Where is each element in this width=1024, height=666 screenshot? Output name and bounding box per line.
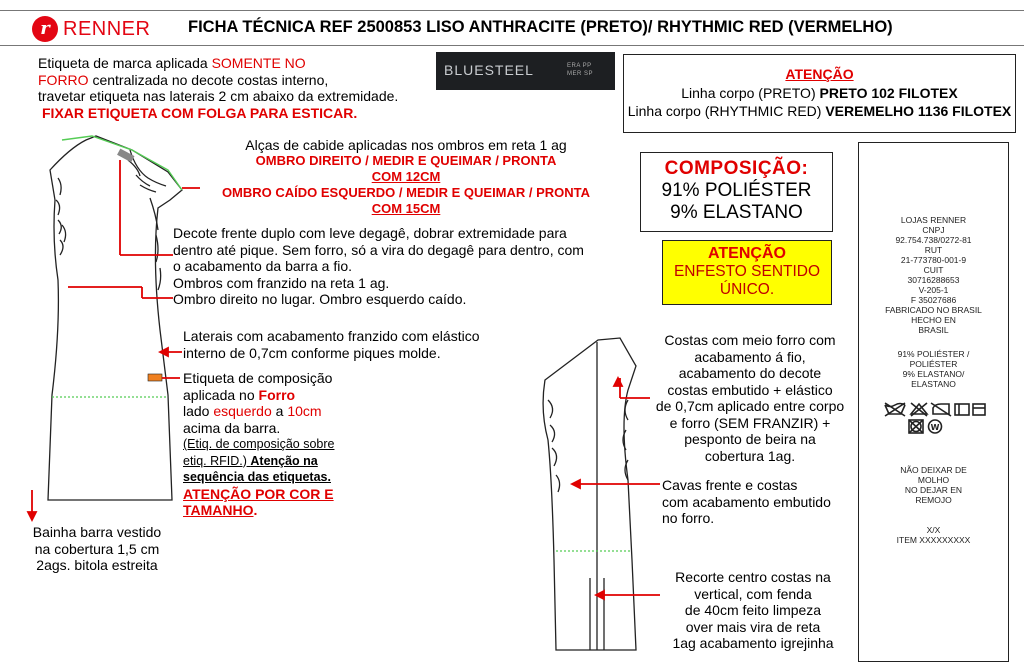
label-line: X/X	[926, 525, 941, 535]
note-highlight: Forro	[258, 386, 296, 403]
note-text: Laterais com acabamento franzido com elástico	[183, 328, 480, 344]
brand-label-text: BLUESTEEL	[444, 62, 534, 78]
composition-line: 91% POLIÉSTER	[661, 180, 812, 201]
note-highlight: 10cm	[287, 403, 322, 419]
note-text: Ombro direito no lugar. Ombro esquerdo caído.	[173, 291, 467, 307]
page-title: FICHA TÉCNICA REF 2500853 LISO ANTHRACITE (PRETO)/ RHYTHMIC RED (VERMELHO)	[188, 18, 893, 36]
label-line: F 35027686	[910, 295, 957, 305]
note-warning: COM 12CM	[371, 169, 441, 184]
label-line: FABRICADO NO BRASIL	[885, 305, 982, 315]
note-text: travetar etiqueta nas laterais 2 cm abaixo da extremidade.	[38, 88, 399, 104]
composition-line: 9% ELASTANO	[670, 202, 803, 223]
label-line: 92.754.738/0272-81	[895, 235, 972, 245]
label-line: CNPJ	[922, 225, 945, 235]
thread-line-value: PRETO 102 FILOTEX	[819, 85, 958, 101]
note-text: costas embutido + elástico	[667, 381, 833, 398]
note-text: over mais vira de reta	[685, 618, 821, 635]
note-text: 2ags. bitola estreita	[36, 557, 158, 573]
note-text: Etiqueta de composição	[183, 370, 333, 386]
note-text: (Etiq. de composição sobre	[183, 437, 335, 451]
note-warning: Atenção na	[250, 453, 318, 468]
spreading-line: ÚNICO.	[719, 281, 775, 298]
note-highlight: FORRO	[38, 71, 89, 88]
label-line: ELASTANO	[911, 379, 956, 389]
note-highlight: SOMENTE NO	[211, 55, 306, 71]
label-line: RUT	[924, 245, 943, 255]
note-warning: .	[253, 502, 258, 518]
attention-title: ATENÇÃO	[785, 66, 854, 82]
note-text: centralizada no decote costas interno,	[88, 71, 329, 88]
note-text: a	[271, 403, 288, 419]
label-line: ITEM XXXXXXXXX	[896, 535, 971, 545]
note-text: de 40cm feito limpeza	[684, 602, 822, 618]
note-text: Bainha barra vestido	[32, 524, 162, 540]
note-text: com acabamento embutido	[662, 493, 831, 510]
label-line: NÃO DEIXAR DE	[900, 465, 967, 475]
note-text: cobertura 1ag.	[704, 447, 796, 464]
note-text: Decote frente duplo com leve degagê, dobrar extremidade para	[173, 225, 567, 241]
note-warning: OMBRO DIREITO / MEDIR E QUEIMAR / PRONTA	[255, 153, 557, 168]
label-line: MOLHO	[917, 475, 950, 485]
note-text: de 0,7cm aplicado entre corpo	[655, 398, 845, 414]
label-line: CUIT	[923, 265, 944, 275]
brand-label-small-1: ERA PP	[567, 63, 592, 69]
note-text: acabamento do decote	[678, 365, 822, 381]
composition-title: COMPOSIÇÃO:	[664, 158, 809, 179]
label-line: NO DEJAR EN	[904, 485, 963, 495]
note-text: acabamento á fio,	[694, 348, 806, 365]
note-warning: TAMANHO	[183, 502, 254, 518]
note-text: 1ag acabamento igrejinha	[672, 635, 834, 651]
thread-line-value: VEREMELHO 1136 FILOTEX	[825, 103, 1012, 119]
attention-title: ATENÇÃO	[708, 245, 786, 262]
label-line: LOJAS RENNER	[900, 215, 967, 225]
label-line: V-205-1	[918, 285, 949, 295]
note-text: Costas com meio forro com	[664, 332, 836, 348]
note-text: Cavas frente e costas	[662, 477, 798, 493]
label-line: POLIÉSTER	[909, 359, 958, 369]
note-text: Etiqueta de marca aplicada	[38, 55, 212, 71]
note-text: dentro até pique. Sem forro, só a vira do degagê para dentro, com	[173, 241, 584, 258]
note-text: Ombros com franzido na reta 1 ag.	[173, 274, 390, 291]
thread-line-label: Linha corpo (RHYTHMIC RED)	[627, 103, 826, 119]
spreading-line: ENFESTO SENTIDO	[673, 263, 821, 280]
note-highlight: esquerdo	[213, 403, 272, 419]
svg-text:W: W	[930, 423, 939, 432]
note-text: o acabamento da barra a fio.	[173, 258, 353, 274]
composition-label-marker	[148, 374, 162, 381]
note-text: Recorte centro costas na	[675, 569, 831, 585]
note-text: lado	[183, 403, 214, 419]
note-text: e forro (SEM FRANZIR) +	[669, 414, 831, 431]
thread-line-label: Linha corpo (PRETO)	[681, 85, 820, 101]
note-text: pesponto de beira na	[684, 431, 816, 447]
note-warning: sequência das etiquetas.	[183, 470, 331, 484]
note-text: etiq. RFID.)	[183, 453, 251, 468]
note-text: no forro.	[662, 510, 715, 526]
note-text: acima da barra.	[183, 419, 281, 436]
label-line: REMOJO	[915, 495, 952, 505]
note-warning: FIXAR ETIQUETA COM FOLGA PARA ESTICAR.	[42, 104, 358, 121]
note-warning: ATENÇÃO POR COR E	[183, 485, 334, 502]
label-line: 9% ELASTANO/	[902, 369, 965, 379]
note-warning: OMBRO CAÍDO ESQUERDO / MEDIR E QUEIMAR / PRONTA	[221, 185, 591, 200]
note-text: interno de 0,7cm conforme piques molde.	[183, 344, 441, 361]
note-text: aplicada no	[183, 386, 259, 403]
note-text: Alças de cabide aplicadas nos ombros em reta 1 ag	[245, 137, 567, 153]
label-line: HECHO EN	[911, 315, 956, 325]
logo-text: RENNER	[63, 18, 151, 40]
front-dress-drawing	[48, 136, 182, 500]
note-text: vertical, com fenda	[694, 585, 812, 602]
label-line: 30716288653	[907, 275, 960, 285]
label-line: 91% POLIÉSTER /	[897, 349, 970, 359]
label-line: BRASIL	[918, 325, 949, 335]
brand-label-small-2: MER SP	[567, 71, 594, 77]
note-text: na cobertura 1,5 cm	[34, 540, 160, 557]
label-line: 21-773780-001-9	[900, 255, 967, 265]
note-warning: COM 15CM	[371, 201, 441, 216]
logo-mark: r	[32, 16, 58, 42]
